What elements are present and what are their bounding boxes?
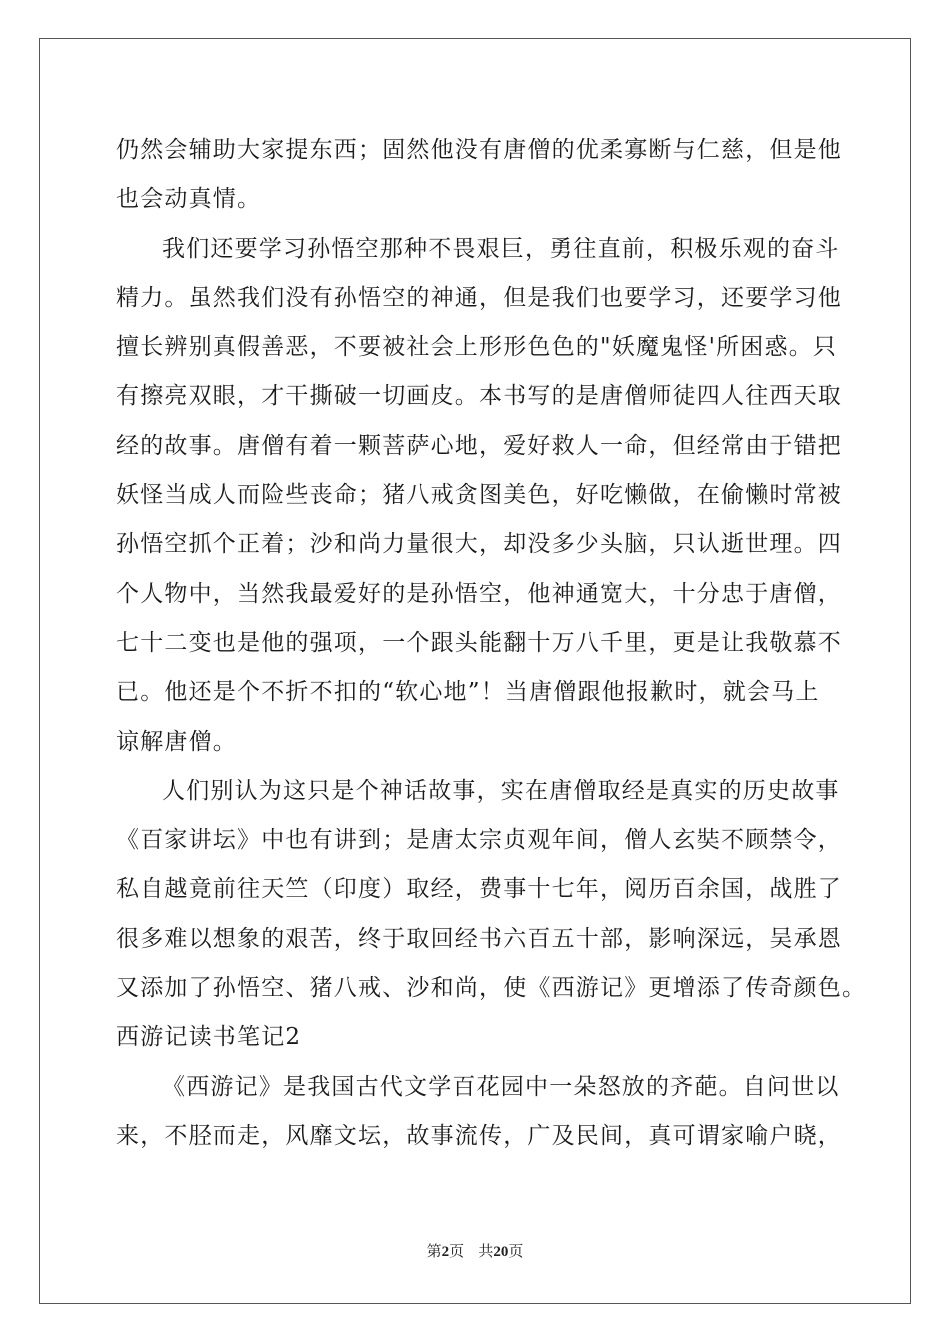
page-number: 2 [441,1244,450,1260]
text-line: 精力。虽然我们没有孙悟空的神通，但是我们也要学习，还要学习他 [116,284,842,311]
text-line: 已。他还是个不折不扣的“软心地”！当唐僧跟他报歉时，就会马上 [116,679,820,706]
text-line: 个人物中，当然我最爱好的是孙悟空，他神通宽大，十分忠于唐僧， [116,580,842,607]
total-prefix: 共 [478,1242,494,1260]
page-footer [0,1240,950,1261]
text-line: 七十二变也是他的强项，一个跟头能翻十万八千里，更是让我敬慕不 [116,629,842,656]
text-line: 来，不胫而走，风靡文坛，故事流传，广及民间，真可谓家喻户晓， [116,1122,842,1149]
page-suffix: 页 [449,1242,465,1260]
text-line: 妖怪当成人而险些丧命；猪八戒贪图美色，好吃懒做，在偷懒时常被 [116,482,842,509]
section-heading: 西游记读书笔记2 [116,1024,302,1051]
text-line: 又添加了孙悟空、猪八戒、沙和尚，使《西游记》更增添了传奇颜色。 [116,975,867,1002]
text-line: 擅长辨别真假善恶，不要被社会上形形色色的"妖魔鬼怪'所困惑。只 [116,334,838,361]
text-line: 我们还要学习孙悟空那种不畏艰巨，勇往直前，积极乐观的奋斗 [162,235,840,262]
page-prefix: 第 [426,1242,442,1260]
text-line: 谅解唐僧。 [116,728,237,755]
text-line: 有擦亮双眼，才干撕破一切画皮。本书写的是唐僧师徒四人往西天取 [116,383,842,410]
text-line: 私自越竟前往天竺（印度）取经，费事十七年，阅历百余国，战胜了 [116,876,842,903]
text-line: 《西游记》是我国古代文学百花园中一朵怒放的齐葩。自问世以 [162,1073,840,1100]
total-suffix: 页 [508,1242,524,1260]
text-line: 《百家讲坛》中也有讲到；是唐太宗贞观年间，僧人玄奘不顾禁令， [116,827,842,854]
text-line: 很多难以想象的艰苦，终于取回经书六百五十部，影响深远，吴承恩 [116,925,842,952]
text-line: 仍然会辅助大家提东西；固然他没有唐僧的优柔寡断与仁慈，但是他 [116,137,842,163]
text-line: 经的故事。唐僧有着一颗菩萨心地，爱好救人一命，但经常由于错把 [116,432,842,459]
text-line: 孙悟空抓个正着；沙和尚力量很大，却没多少头脑，只认逝世理。四 [116,531,842,558]
total-pages: 20 [493,1244,509,1260]
text-line: 也会动真情。 [116,186,262,213]
document-body [116,126,867,1161]
text-line: 人们别认为这只是个神话故事，实在唐僧取经是真实的历史故事 [162,777,840,804]
